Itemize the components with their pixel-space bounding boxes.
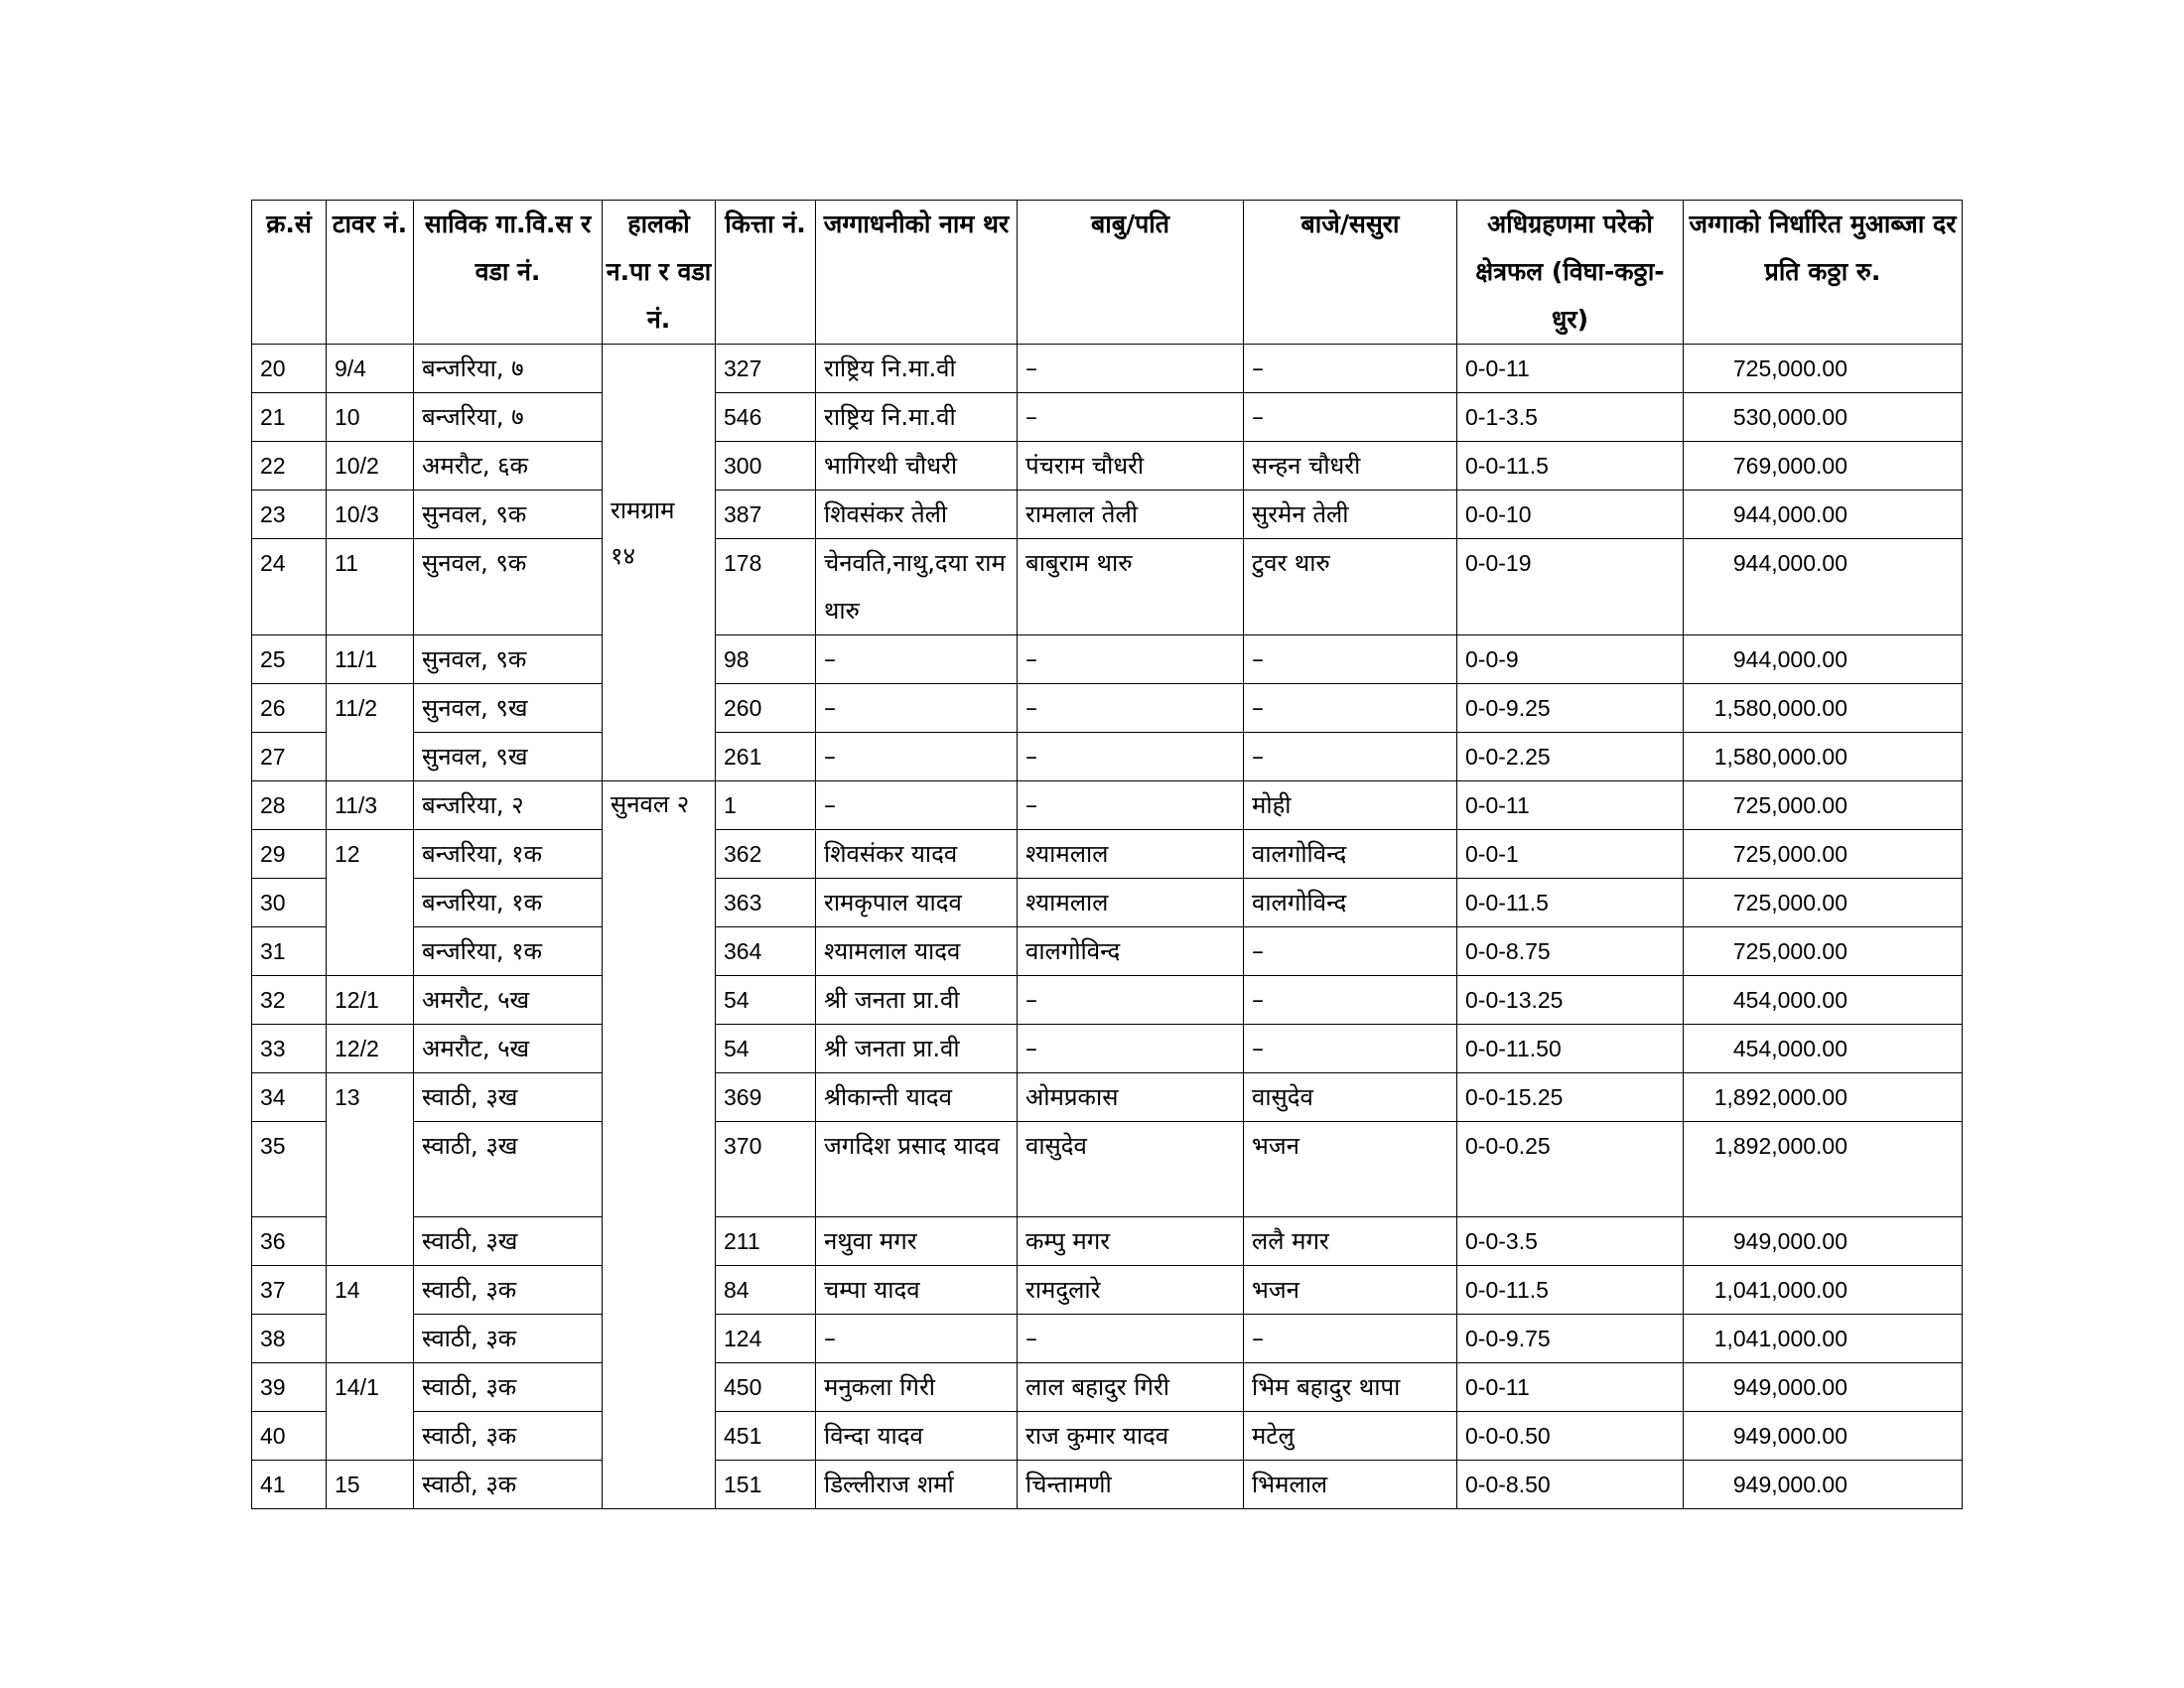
grandfather-cell: सुरमेन तेली: [1244, 491, 1457, 539]
table-row: [252, 539, 1963, 635]
kitta-cell: 54: [716, 976, 816, 1025]
area-cell: 0-0-9.25: [1457, 684, 1684, 733]
kitta-cell: 327: [716, 345, 816, 393]
former-vdc-cell: बन्जरिया, १क: [414, 927, 603, 976]
tower-cell: 12/2: [327, 1025, 414, 1073]
area-cell: 0-0-11.5: [1457, 1266, 1684, 1315]
rate-cell: 1,580,000.00: [1684, 733, 1963, 781]
serial-cell: 41: [252, 1461, 327, 1509]
land-acquisition-table: [251, 200, 1963, 1509]
former-vdc-cell: स्वाठी, ३ख: [414, 1217, 603, 1266]
owner-cell: श्री जनता प्रा.वी: [816, 976, 1018, 1025]
area-cell: 0-0-8.75: [1457, 927, 1684, 976]
father-husband-cell: कम्पु मगर: [1018, 1217, 1244, 1266]
col-header-rate: जग्गाको निर्धारित मुआब्जा दर प्रति कठ्ठा रु.: [1684, 201, 1963, 345]
rate-cell: 725,000.00: [1684, 781, 1963, 830]
municipality-label: रामग्राम १४: [611, 496, 675, 570]
kitta-cell: 362: [716, 830, 816, 879]
area-cell: 0-0-8.50: [1457, 1461, 1684, 1509]
serial-cell: 26: [252, 684, 327, 733]
table-row: [252, 927, 1963, 976]
kitta-cell: 300: [716, 442, 816, 491]
father-husband-cell: वासुदेव: [1018, 1122, 1244, 1217]
father-husband-cell: श्यामलाल: [1018, 879, 1244, 927]
table-row: [252, 1217, 1963, 1266]
tower-cell: 9/4: [327, 345, 414, 393]
header-row: [252, 201, 1963, 345]
table-row: [252, 1315, 1963, 1363]
current-municipality-cell: [603, 345, 716, 781]
kitta-cell: 98: [716, 635, 816, 684]
municipality-label: सुनवल २: [611, 790, 690, 818]
grandfather-cell: वासुदेव: [1244, 1073, 1457, 1122]
kitta-cell: 124: [716, 1315, 816, 1363]
owner-cell: श्री जनता प्रा.वी: [816, 1025, 1018, 1073]
serial-cell: 21: [252, 393, 327, 442]
area-cell: 0-0-11: [1457, 1363, 1684, 1412]
owner-cell: चम्पा यादव: [816, 1266, 1018, 1315]
kitta-cell: 450: [716, 1363, 816, 1412]
former-vdc-cell: सुनवल, ९क: [414, 635, 603, 684]
table-body: [252, 345, 1963, 1509]
former-vdc-cell: स्वाठी, ३ख: [414, 1073, 603, 1122]
owner-cell: शिवसंकर तेली: [816, 491, 1018, 539]
rate-cell: 725,000.00: [1684, 879, 1963, 927]
rate-cell: 725,000.00: [1684, 927, 1963, 976]
table-row: [252, 976, 1963, 1025]
serial-cell: 34: [252, 1073, 327, 1122]
table-row: [252, 781, 1963, 830]
rate-cell: 530,000.00: [1684, 393, 1963, 442]
owner-cell: नथुवा मगर: [816, 1217, 1018, 1266]
col-header-serial: क्र.सं: [252, 201, 327, 345]
owner-cell: –: [816, 684, 1018, 733]
father-husband-cell: –: [1018, 1025, 1244, 1073]
kitta-cell: 370: [716, 1122, 816, 1217]
former-vdc-cell: स्वाठी, ३क: [414, 1412, 603, 1461]
former-vdc-cell: सुनवल, ९ख: [414, 733, 603, 781]
kitta-cell: 151: [716, 1461, 816, 1509]
former-vdc-cell: बन्जरिया, ७: [414, 345, 603, 393]
kitta-cell: 546: [716, 393, 816, 442]
rate-cell: 944,000.00: [1684, 539, 1963, 635]
owner-cell: जगदिश प्रसाद यादव: [816, 1122, 1018, 1217]
serial-cell: 22: [252, 442, 327, 491]
table-row: [252, 1461, 1963, 1509]
tower-cell: 11/1: [327, 635, 414, 684]
col-header-tower: टावर नं.: [327, 201, 414, 345]
owner-cell: –: [816, 635, 1018, 684]
tower-cell: 14: [327, 1266, 414, 1363]
table-row: [252, 1363, 1963, 1412]
table-row: [252, 1122, 1963, 1217]
father-husband-cell: –: [1018, 976, 1244, 1025]
area-cell: 0-0-15.25: [1457, 1073, 1684, 1122]
former-vdc-cell: बन्जरिया, १क: [414, 830, 603, 879]
owner-cell: डिल्लीराज शर्मा: [816, 1461, 1018, 1509]
owner-cell: रामकृपाल यादव: [816, 879, 1018, 927]
former-vdc-cell: बन्जरिया, २: [414, 781, 603, 830]
table-row: [252, 733, 1963, 781]
tower-cell: 11: [327, 539, 414, 635]
grandfather-cell: वालगोविन्द: [1244, 879, 1457, 927]
father-husband-cell: चिन्तामणी: [1018, 1461, 1244, 1509]
area-cell: 0-0-19: [1457, 539, 1684, 635]
grandfather-cell: भिमलाल: [1244, 1461, 1457, 1509]
serial-cell: 40: [252, 1412, 327, 1461]
col-header-father-husband: बाबु/पति: [1018, 201, 1244, 345]
grandfather-cell: भिम बहादुर थापा: [1244, 1363, 1457, 1412]
owner-cell: चेनवति,नाथु,दया राम थारु: [816, 539, 1018, 635]
grandfather-cell: भजन: [1244, 1266, 1457, 1315]
tower-cell: 14/1: [327, 1363, 414, 1461]
father-husband-cell: वालगोविन्द: [1018, 927, 1244, 976]
owner-cell: –: [816, 733, 1018, 781]
serial-cell: 38: [252, 1315, 327, 1363]
table-row: [252, 879, 1963, 927]
area-cell: 0-0-10: [1457, 491, 1684, 539]
kitta-cell: 1: [716, 781, 816, 830]
area-cell: 0-0-1: [1457, 830, 1684, 879]
former-vdc-cell: अमरौट, ६क: [414, 442, 603, 491]
former-vdc-cell: सुनवल, ९क: [414, 491, 603, 539]
owner-cell: श्यामलाल यादव: [816, 927, 1018, 976]
father-husband-cell: ओमप्रकास: [1018, 1073, 1244, 1122]
col-header-area: अधिग्रहणमा परेको क्षेत्रफल (विघा-कठ्ठा-धुर): [1457, 201, 1684, 345]
serial-cell: 39: [252, 1363, 327, 1412]
father-husband-cell: पंचराम चौधरी: [1018, 442, 1244, 491]
father-husband-cell: –: [1018, 684, 1244, 733]
grandfather-cell: –: [1244, 1025, 1457, 1073]
area-cell: 0-0-11: [1457, 345, 1684, 393]
former-vdc-cell: स्वाठी, ३क: [414, 1266, 603, 1315]
grandfather-cell: टुवर थारु: [1244, 539, 1457, 635]
table-row: [252, 345, 1963, 393]
former-vdc-cell: अमरौट, ५ख: [414, 1025, 603, 1073]
serial-cell: 27: [252, 733, 327, 781]
rate-cell: 769,000.00: [1684, 442, 1963, 491]
father-husband-cell: –: [1018, 635, 1244, 684]
former-vdc-cell: सुनवल, ९ख: [414, 684, 603, 733]
rate-cell: 1,041,000.00: [1684, 1266, 1963, 1315]
father-husband-cell: श्यामलाल: [1018, 830, 1244, 879]
kitta-cell: 260: [716, 684, 816, 733]
kitta-cell: 261: [716, 733, 816, 781]
grandfather-cell: भजन: [1244, 1122, 1457, 1217]
owner-cell: राष्ट्रिय नि.मा.वी: [816, 393, 1018, 442]
serial-cell: 36: [252, 1217, 327, 1266]
grandfather-cell: –: [1244, 635, 1457, 684]
grandfather-cell: मटेलु: [1244, 1412, 1457, 1461]
col-header-current-municipality: हालको न.पा र वडा नं.: [603, 201, 716, 345]
father-husband-cell: राज कुमार यादव: [1018, 1412, 1244, 1461]
area-cell: 0-0-11.5: [1457, 442, 1684, 491]
owner-cell: राष्ट्रिय नि.मा.वी: [816, 345, 1018, 393]
area-cell: 0-0-0.50: [1457, 1412, 1684, 1461]
former-vdc-cell: स्वाठी, ३क: [414, 1315, 603, 1363]
serial-cell: 29: [252, 830, 327, 879]
kitta-cell: 211: [716, 1217, 816, 1266]
kitta-cell: 387: [716, 491, 816, 539]
table-row: [252, 830, 1963, 879]
grandfather-cell: –: [1244, 393, 1457, 442]
rate-cell: 1,041,000.00: [1684, 1315, 1963, 1363]
grandfather-cell: –: [1244, 976, 1457, 1025]
col-header-former-vdc: साविक गा.वि.स र वडा नं.: [414, 201, 603, 345]
grandfather-cell: मोही: [1244, 781, 1457, 830]
grandfather-cell: –: [1244, 345, 1457, 393]
serial-cell: 24: [252, 539, 327, 635]
area-cell: 0-1-3.5: [1457, 393, 1684, 442]
serial-cell: 28: [252, 781, 327, 830]
grandfather-cell: सन्हन चौधरी: [1244, 442, 1457, 491]
table-row: [252, 491, 1963, 539]
area-cell: 0-0-2.25: [1457, 733, 1684, 781]
rate-cell: 949,000.00: [1684, 1363, 1963, 1412]
father-husband-cell: –: [1018, 393, 1244, 442]
rate-cell: 1,580,000.00: [1684, 684, 1963, 733]
grandfather-cell: ललै मगर: [1244, 1217, 1457, 1266]
area-cell: 0-0-9: [1457, 635, 1684, 684]
former-vdc-cell: स्वाठी, ३ख: [414, 1122, 603, 1217]
rate-cell: 944,000.00: [1684, 635, 1963, 684]
tower-cell: 12: [327, 830, 414, 976]
former-vdc-cell: स्वाठी, ३क: [414, 1461, 603, 1509]
rate-cell: 454,000.00: [1684, 976, 1963, 1025]
rate-cell: 949,000.00: [1684, 1461, 1963, 1509]
table-row: [252, 393, 1963, 442]
tower-cell: 10/2: [327, 442, 414, 491]
grandfather-cell: –: [1244, 1315, 1457, 1363]
serial-cell: 23: [252, 491, 327, 539]
table-row: [252, 442, 1963, 491]
rate-cell: 725,000.00: [1684, 830, 1963, 879]
table-row: [252, 1073, 1963, 1122]
tower-cell: 15: [327, 1461, 414, 1509]
kitta-cell: 451: [716, 1412, 816, 1461]
owner-cell: –: [816, 1315, 1018, 1363]
rate-cell: 949,000.00: [1684, 1412, 1963, 1461]
serial-cell: 32: [252, 976, 327, 1025]
father-husband-cell: रामदुलारे: [1018, 1266, 1244, 1315]
area-cell: 0-0-9.75: [1457, 1315, 1684, 1363]
serial-cell: 37: [252, 1266, 327, 1315]
serial-cell: 20: [252, 345, 327, 393]
table-row: [252, 684, 1963, 733]
col-header-owner: जग्गाधनीको नाम थर: [816, 201, 1018, 345]
table-row: [252, 635, 1963, 684]
former-vdc-cell: बन्जरिया, ७: [414, 393, 603, 442]
father-husband-cell: रामलाल तेली: [1018, 491, 1244, 539]
tower-cell: 12/1: [327, 976, 414, 1025]
current-municipality-cell: [603, 781, 716, 1509]
owner-cell: श्रीकान्ती यादव: [816, 1073, 1018, 1122]
tower-cell: 11/3: [327, 781, 414, 830]
former-vdc-cell: स्वाठी, ३क: [414, 1363, 603, 1412]
area-cell: 0-0-11.50: [1457, 1025, 1684, 1073]
rate-cell: 944,000.00: [1684, 491, 1963, 539]
serial-cell: 25: [252, 635, 327, 684]
rate-cell: 949,000.00: [1684, 1217, 1963, 1266]
area-cell: 0-0-0.25: [1457, 1122, 1684, 1217]
father-husband-cell: –: [1018, 1315, 1244, 1363]
former-vdc-cell: सुनवल, ९क: [414, 539, 603, 635]
kitta-cell: 54: [716, 1025, 816, 1073]
table-row: [252, 1412, 1963, 1461]
serial-cell: 31: [252, 927, 327, 976]
area-cell: 0-0-11.5: [1457, 879, 1684, 927]
father-husband-cell: –: [1018, 781, 1244, 830]
kitta-cell: 363: [716, 879, 816, 927]
former-vdc-cell: बन्जरिया, १क: [414, 879, 603, 927]
serial-cell: 30: [252, 879, 327, 927]
area-cell: 0-0-11: [1457, 781, 1684, 830]
grandfather-cell: वालगोविन्द: [1244, 830, 1457, 879]
grandfather-cell: –: [1244, 733, 1457, 781]
tower-cell: 10/3: [327, 491, 414, 539]
tower-cell: 13: [327, 1073, 414, 1266]
table-row: [252, 1025, 1963, 1073]
father-husband-cell: बाबुराम थारु: [1018, 539, 1244, 635]
tower-cell: 11/2: [327, 684, 414, 781]
kitta-cell: 369: [716, 1073, 816, 1122]
tower-cell: 10: [327, 393, 414, 442]
former-vdc-cell: अमरौट, ५ख: [414, 976, 603, 1025]
area-cell: 0-0-13.25: [1457, 976, 1684, 1025]
serial-cell: 33: [252, 1025, 327, 1073]
grandfather-cell: –: [1244, 927, 1457, 976]
area-cell: 0-0-3.5: [1457, 1217, 1684, 1266]
col-header-grandfather: बाजे/ससुरा: [1244, 201, 1457, 345]
owner-cell: विन्दा यादव: [816, 1412, 1018, 1461]
kitta-cell: 178: [716, 539, 816, 635]
owner-cell: भागिरथी चौधरी: [816, 442, 1018, 491]
rate-cell: 1,892,000.00: [1684, 1073, 1963, 1122]
rate-cell: 725,000.00: [1684, 345, 1963, 393]
owner-cell: –: [816, 781, 1018, 830]
serial-cell: 35: [252, 1122, 327, 1217]
kitta-cell: 364: [716, 927, 816, 976]
father-husband-cell: लाल बहादुर गिरी: [1018, 1363, 1244, 1412]
father-husband-cell: –: [1018, 345, 1244, 393]
owner-cell: मनुकला गिरी: [816, 1363, 1018, 1412]
owner-cell: शिवसंकर यादव: [816, 830, 1018, 879]
kitta-cell: 84: [716, 1266, 816, 1315]
rate-cell: 1,892,000.00: [1684, 1122, 1963, 1217]
grandfather-cell: –: [1244, 684, 1457, 733]
table-row: [252, 1266, 1963, 1315]
father-husband-cell: –: [1018, 733, 1244, 781]
col-header-kitta: कित्ता नं.: [716, 201, 816, 345]
rate-cell: 454,000.00: [1684, 1025, 1963, 1073]
